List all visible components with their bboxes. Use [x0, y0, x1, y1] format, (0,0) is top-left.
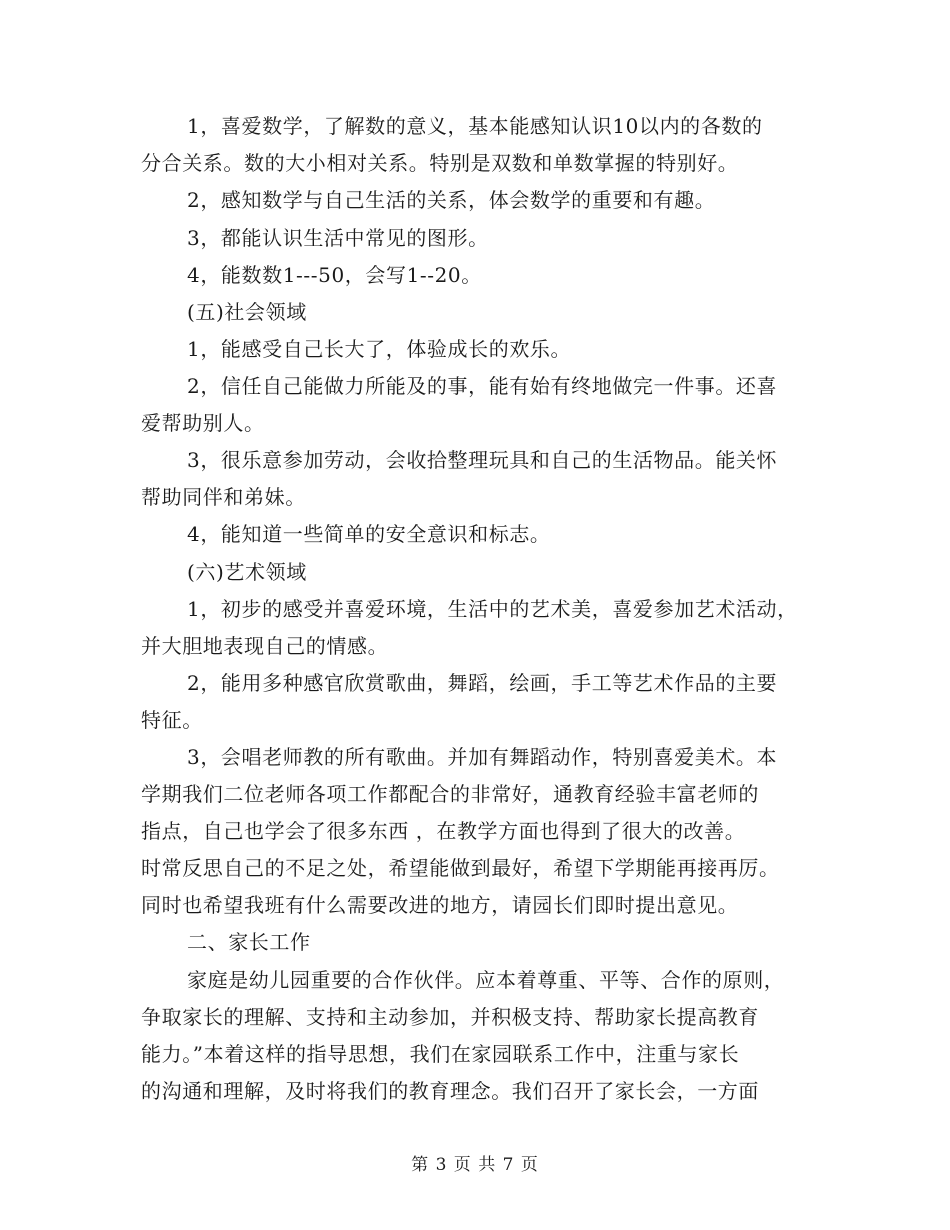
- paragraph-line: 4，能知道一些简单的安全意识和标志。: [187, 522, 551, 546]
- paragraph-line: 时常反思自己的不足之处，希望能做到最好，希望下学期能再接再厉。: [141, 856, 780, 880]
- paragraph-line: 1，能感受自己长大了，体验成长的欢乐。: [187, 337, 572, 361]
- paragraph-line: 同时也希望我班有什么需要改进的地方，请园长们即时提出意见。: [141, 893, 739, 917]
- paragraph-line: 2，感知数学与自己生活的关系，体会数学的重要和有趣。: [187, 188, 716, 212]
- section-heading: (五)社会领域: [187, 300, 307, 324]
- paragraph-line: 爱帮助别人。: [141, 411, 265, 435]
- paragraph-line: 2，能用多种感官欣赏歌曲，舞蹈，绘画，手工等艺术作品的主要: [187, 671, 778, 695]
- paragraph-line: 3，会唱老师教的所有歌曲。并加有舞蹈动作，特别喜爱美术。本: [187, 745, 778, 769]
- paragraph-line: 1，喜爱数学，了解数的意义，基本能感知认识10以内的各数的: [187, 114, 763, 138]
- paragraph-line: 4，能数数1---50，会写1--20。: [187, 263, 482, 287]
- paragraph-line: 学期我们二位老师各项工作都配合的非常好，通教育经验丰富老师的: [141, 782, 759, 806]
- paragraph-line: 家庭是幼儿园重要的合作伙伴。应本着尊重、平等、合作的原则，: [187, 968, 785, 992]
- paragraph-line: 2，信任自己能做力所能及的事，能有始有终地做完一件事。还喜: [187, 374, 778, 398]
- paragraph-line: 并大胆地表现自己的情感。: [141, 634, 389, 658]
- page-number-footer: 第 3 页 共 7 页: [411, 1155, 539, 1175]
- paragraph-line: 3，都能认识生活中常见的图形。: [187, 226, 489, 250]
- paragraph-line: 指点，自己也学会了很多东西 ，在教学方面也得到了很大的改善。: [141, 819, 746, 843]
- paragraph-line: 帮助同伴和弟妹。: [141, 485, 306, 509]
- paragraph-line: 分合关系。数的大小相对关系。特别是双数和单数掌握的特别好。: [141, 151, 739, 175]
- paragraph-line: 3，很乐意参加劳动，会收拾整理玩具和自己的生活物品。能关怀: [187, 448, 778, 472]
- paragraph-line: 争取家长的理解、支持和主动参加，并积极支持、帮助家长提高教育: [141, 1005, 759, 1029]
- paragraph-line: 特征。: [141, 708, 203, 732]
- paragraph-line: 的沟通和理解，及时将我们的教育理念。我们召开了家长会，一方面: [141, 1079, 759, 1103]
- section-heading: 二、家长工作: [187, 930, 311, 954]
- section-heading: (六)艺术领域: [187, 560, 307, 584]
- paragraph-line: 1，初步的感受并喜爱环境，生活中的艺术美，喜爱参加艺术活动，: [187, 597, 798, 621]
- paragraph-line: 能力。”本着这样的指导思想，我们在家园联系工作中，注重与家长: [141, 1042, 740, 1066]
